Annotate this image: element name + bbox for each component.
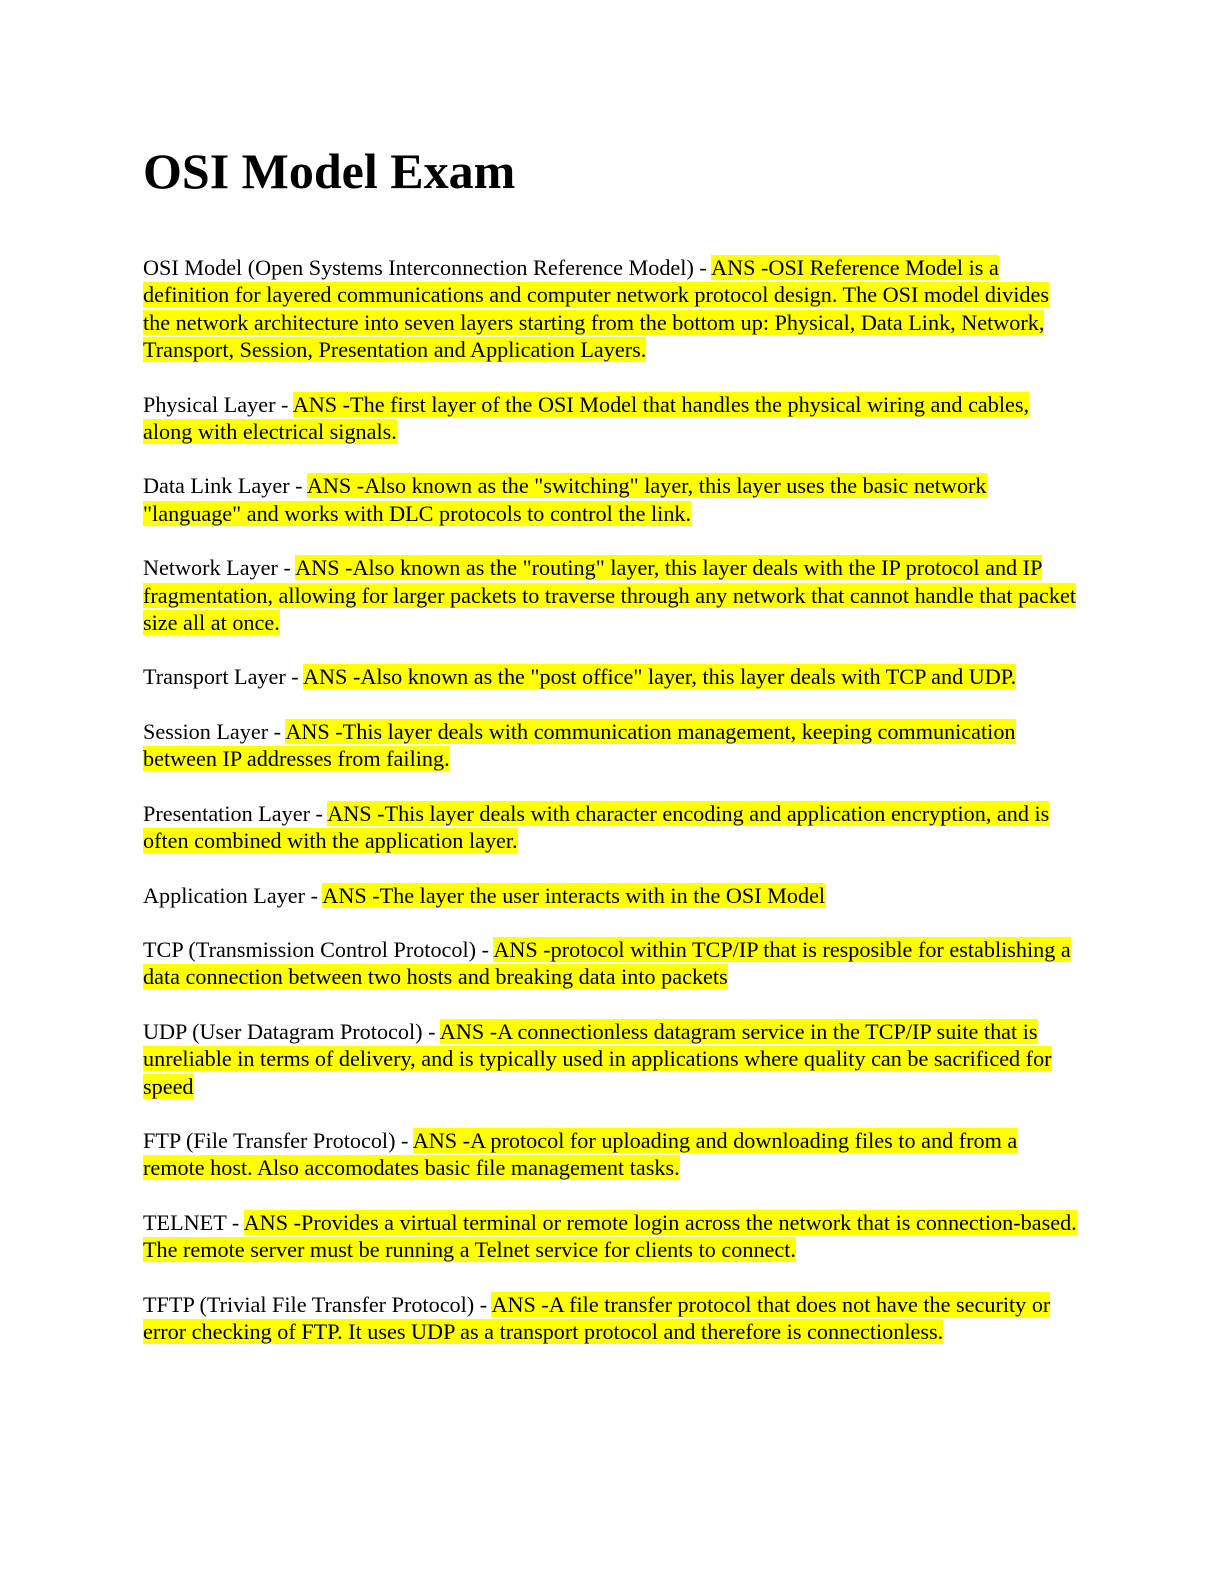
entry-term: Transport Layer -: [143, 664, 304, 690]
entry-term: FTP (File Transfer Protocol) -: [143, 1127, 413, 1153]
entry-answer: ANS -This layer deals with communication management, keeping communication between IP addresses from failing.: [143, 718, 1016, 772]
entry-term: Data Link Layer -: [143, 473, 307, 499]
entry-term: TFTP (Trivial File Transfer Protocol) -: [143, 1291, 492, 1317]
entry-transport-layer: [143, 663, 1078, 690]
entry-application-layer: [143, 882, 1078, 909]
entry-term: UDP (User Datagram Protocol) -: [143, 1018, 440, 1044]
entry-term: Presentation Layer -: [143, 800, 328, 826]
entry-tftp: [143, 1291, 1078, 1346]
entry-osi-model: [143, 254, 1078, 364]
entry-answer: ANS -The first layer of the OSI Model that handles the physical wiring and cables, along with electrical signals.: [143, 391, 1030, 445]
entry-session-layer: [143, 718, 1078, 773]
entry-term: TELNET -: [143, 1209, 244, 1235]
entry-term: OSI Model (Open Systems Interconnection Reference Model) -: [143, 255, 712, 280]
entry-term: TCP (Transmission Control Protocol) -: [143, 936, 494, 962]
entry-network-layer: [143, 554, 1078, 636]
entry-answer: ANS -The layer the user interacts with in the OSI Model: [322, 882, 826, 908]
entry-term: Network Layer -: [143, 555, 296, 581]
entry-answer: ANS -A connectionless datagram service in the TCP/IP suite that is unreliable in terms of delivery, and is typically used in applications where quality can be sacrificed for speed: [143, 1018, 1052, 1099]
entry-ftp: [143, 1127, 1078, 1182]
entry-physical-layer: [143, 391, 1078, 446]
entry-answer: ANS -Also known as the "switching" layer, this layer uses the basic network "language" and works with DLC protocols to control the link.: [143, 473, 987, 526]
entry-answer: ANS -This layer deals with character encoding and application encryption, and is often combined with the application layer.: [143, 800, 1050, 854]
entry-answer: ANS -OSI Reference Model is a definition for layered communications and computer network protocol design. The OSI model divides the network architecture into seven layers starting from the bottom up: Physical, Data Link, Network, Transport, Session, Presentation and Application Layers.: [143, 255, 1049, 363]
document-title: OSI Model Exam: [143, 143, 516, 199]
entry-list: [143, 254, 1078, 1372]
entry-presentation-layer: [143, 800, 1078, 855]
entry-udp: [143, 1018, 1078, 1100]
entry-term: Session Layer -: [143, 718, 286, 744]
entry-answer: ANS -Also known as the "routing" layer, this layer deals with the IP protocol and IP fragmentation, allowing for larger packets to traverse through any network that cannot handle that packet size all at once.: [143, 555, 1076, 636]
entry-term: Physical Layer -: [143, 391, 293, 417]
entry-telnet: [143, 1209, 1078, 1264]
entry-answer: ANS -A file transfer protocol that does not have the security or error checking of FTP. It uses UDP as a transport protocol and therefore is connectionless.: [143, 1291, 1051, 1344]
entry-answer: ANS -Provides a virtual terminal or remote login across the network that is connection-based. The remote server must be running a Telnet service for clients to connect.: [143, 1209, 1077, 1263]
entry-answer: ANS -A protocol for uploading and downloading files to and from a remote host. Also accomodates basic file management tasks.: [143, 1127, 1018, 1181]
entry-answer: ANS -protocol within TCP/IP that is resposible for establishing a data connection between two hosts and breaking data into packets: [143, 936, 1071, 990]
entry-answer: ANS -Also known as the "post office" layer, this layer deals with TCP and UDP.: [303, 664, 1017, 690]
entry-tcp: [143, 936, 1078, 991]
entry-term: Application Layer -: [143, 882, 323, 908]
entry-data-link-layer: [143, 472, 1078, 527]
